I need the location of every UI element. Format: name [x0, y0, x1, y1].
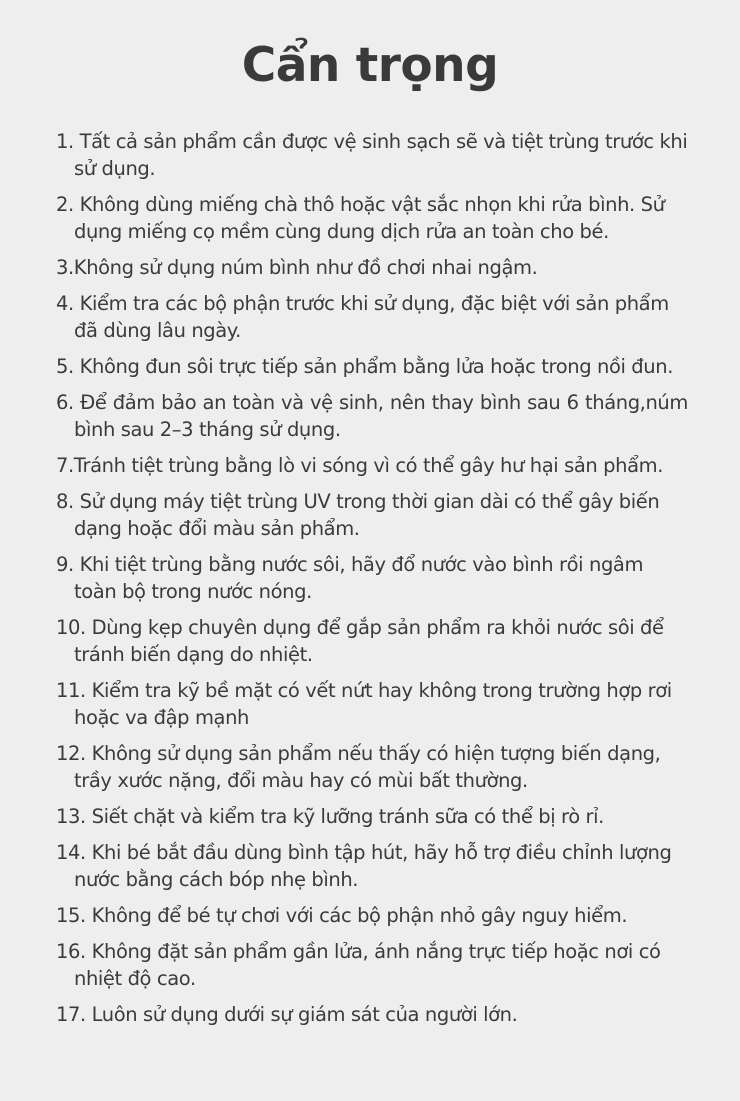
- caution-item-15: 15. Không để bé tự chơi với các bộ phận nhỏ gây nguy hiểm.: [56, 904, 628, 927]
- caution-item-17: 17. Luôn sử dụng dưới sự giám sát của người lớn.: [56, 1003, 518, 1026]
- caution-item-6: 6. Để đảm bảo an toàn và vệ sinh, nên thay bình sau 6 tháng,núm bình sau 2–3 tháng sử dụng.: [56, 391, 688, 441]
- caution-item-12: 12. Không sử dụng sản phẩm nếu thấy có hiện tượng biến dạng, trầy xước nặng, đổi màu hay có mùi bất thường.: [56, 742, 661, 792]
- caution-item-4: 4. Kiểm tra các bộ phận trước khi sử dụng, đặc biệt với sản phẩm đã dùng lâu ngày.: [56, 292, 669, 342]
- caution-item-11: 11. Kiểm tra kỹ bề mặt có vết nứt hay không trong trường hợp rơi hoặc va đập mạnh: [56, 679, 672, 729]
- caution-item-3: 3.Không sử dụng núm bình như đồ chơi nhai ngậm.: [56, 256, 538, 279]
- caution-item-7: 7.Tránh tiệt trùng bằng lò vi sóng vì có thể gây hư hại sản phẩm.: [56, 454, 664, 477]
- caution-item-2: 2. Không dùng miếng chà thô hoặc vật sắc nhọn khi rửa bình. Sử dụng miếng cọ mềm cùng dung dịch rửa an toàn cho bé.: [56, 193, 665, 243]
- caution-item-5: 5. Không đun sôi trực tiếp sản phẩm bằng lửa hoặc trong nồi đun.: [56, 355, 673, 378]
- caution-item-14: 14. Khi bé bắt đầu dùng bình tập hút, hãy hỗ trợ điều chỉnh lượng nước bằng cách bóp nhẹ bình.: [56, 841, 672, 891]
- caution-item-1: 1. Tất cả sản phẩm cần được vệ sinh sạch sẽ và tiệt trùng trước khi sử dụng.: [56, 130, 688, 180]
- caution-list: [56, 128, 688, 1037]
- page-title: Cẩn trọng: [241, 38, 499, 93]
- caution-item-10: 10. Dùng kẹp chuyên dụng để gắp sản phẩm ra khỏi nước sôi để tránh biến dạng do nhiệt.: [56, 616, 664, 666]
- caution-item-16: 16. Không đặt sản phẩm gần lửa, ánh nắng trực tiếp hoặc nơi có nhiệt độ cao.: [56, 940, 661, 990]
- caution-item-8: 8. Sử dụng máy tiệt trùng UV trong thời gian dài có thể gây biến dạng hoặc đổi màu sản phẩm.: [56, 490, 660, 540]
- caution-item-9: 9. Khi tiệt trùng bằng nước sôi, hãy đổ nước vào bình rồi ngâm toàn bộ trong nước nóng.: [56, 553, 644, 603]
- caution-item-13: 13. Siết chặt và kiểm tra kỹ lưỡng tránh sữa có thể bị rò rỉ.: [56, 805, 604, 828]
